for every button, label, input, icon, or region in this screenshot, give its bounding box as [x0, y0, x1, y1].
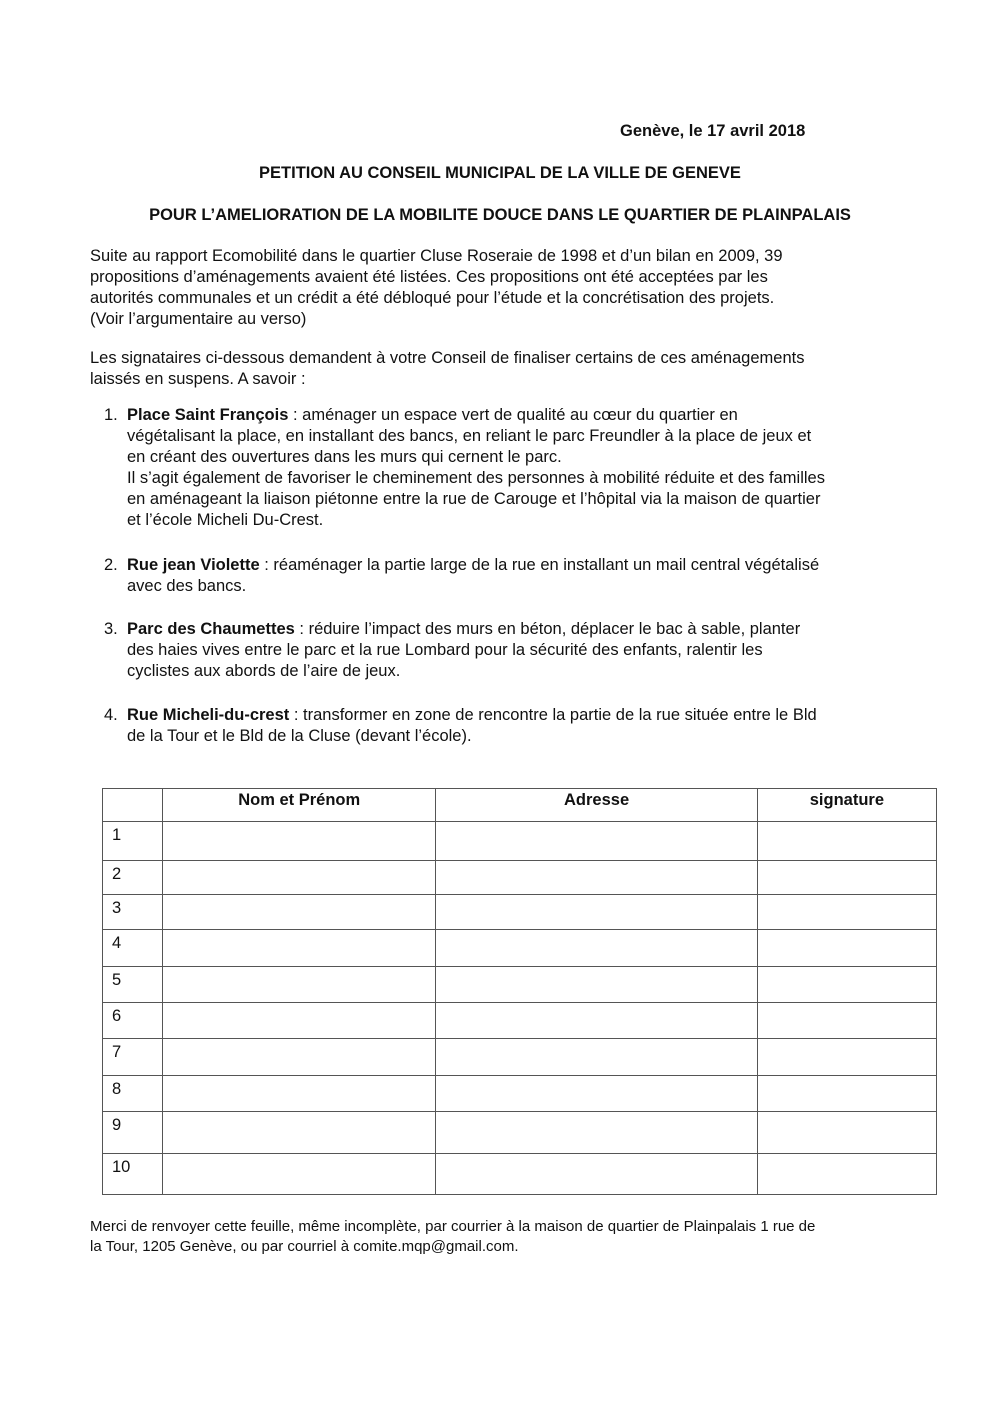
row-number: 7 [103, 1039, 163, 1076]
list-item-number: 1. [104, 406, 118, 424]
list-item-heading: Place Saint François [127, 406, 289, 424]
list-item-text: et l’école Micheli Du-Crest. [127, 511, 324, 529]
name-field[interactable] [163, 1112, 436, 1154]
list-item-number: 3. [104, 620, 118, 638]
name-field[interactable] [163, 822, 436, 861]
signature-field[interactable] [757, 1076, 936, 1112]
name-field[interactable] [163, 1003, 436, 1039]
footer-line: Merci de renvoyer cette feuille, même incomplète, par courrier à la maison de quartier de Plainpalais 1 rue de [90, 1218, 816, 1235]
address-field[interactable] [436, 895, 757, 930]
name-field[interactable] [163, 1154, 436, 1195]
list-item-heading: Parc des Chaumettes [127, 620, 295, 638]
table-row [103, 895, 937, 930]
address-field[interactable] [436, 1076, 757, 1112]
table-row [103, 930, 937, 967]
signature-field[interactable] [757, 1112, 936, 1154]
table-row [103, 822, 937, 861]
row-number: 3 [103, 895, 163, 930]
name-field[interactable] [163, 930, 436, 967]
name-field[interactable] [163, 895, 436, 930]
name-field[interactable] [163, 967, 436, 1003]
signature-field[interactable] [757, 967, 936, 1003]
signature-field[interactable] [757, 895, 936, 930]
list-item-text: : réaménager la partie large de la rue en installant un mail central végétalisé [259, 556, 820, 574]
list-item-text: de la Tour et le Bld de la Cluse (devant l’école). [127, 727, 472, 745]
signature-field[interactable] [757, 861, 936, 895]
intro-line: Suite au rapport Ecomobilité dans le quartier Cluse Roseraie de 1998 et d’un bilan en 2009, 39 [90, 247, 783, 265]
row-number: 5 [103, 967, 163, 1003]
list-item-text: : transformer en zone de rencontre la partie de la rue située entre le Bld [289, 706, 817, 724]
footer-line: la Tour, 1205 Genève, ou par courriel à comite.mqp@gmail.com. [90, 1238, 519, 1255]
list-item-text: : réduire l’impact des murs en béton, déplacer le bac à sable, planter [294, 620, 801, 638]
address-field[interactable] [436, 1112, 757, 1154]
table-row [103, 1003, 937, 1039]
name-field[interactable] [163, 1076, 436, 1112]
column-header-name: Nom et Prénom [163, 789, 436, 822]
list-item-text: végétalisant la place, en installant des bancs, en reliant le parc Freundler à la place de jeux et [127, 427, 812, 445]
list-item-text: cyclistes aux abords de l’aire de jeux. [127, 662, 401, 680]
row-number: 6 [103, 1003, 163, 1039]
row-number: 10 [103, 1154, 163, 1195]
signature-table [102, 788, 937, 1195]
list-item-text: des haies vives entre le parc et la rue Lombard pour la sécurité des enfants, ralentir les [127, 641, 763, 659]
address-field[interactable] [436, 861, 757, 895]
table-row [103, 861, 937, 895]
list-item-text: : aménager un espace vert de qualité au cœur du quartier en [288, 406, 738, 424]
intro-line: (Voir l’argumentaire au verso) [90, 310, 307, 328]
request-paragraph [90, 348, 890, 390]
table-row [103, 1076, 937, 1112]
petition-title: PETITION AU CONSEIL MUNICIPAL DE LA VILLE DE GENEVE [259, 164, 741, 182]
name-field[interactable] [163, 861, 436, 895]
list-item-number: 2. [104, 556, 118, 574]
request-line: laissés en suspens. A savoir : [90, 370, 306, 388]
list-item-text: en aménageant la liaison piétonne entre la rue de Carouge et l’hôpital via la maison de quartier [127, 490, 821, 508]
signature-field[interactable] [757, 1039, 936, 1076]
row-number: 8 [103, 1076, 163, 1112]
column-header-number [103, 789, 163, 822]
address-field[interactable] [436, 967, 757, 1003]
address-field[interactable] [436, 822, 757, 861]
footer-note [90, 1217, 910, 1257]
table-row [103, 1112, 937, 1154]
list-item-text: avec des bancs. [127, 577, 247, 595]
row-number: 2 [103, 861, 163, 895]
list-item-heading: Rue Micheli-du-crest [127, 706, 290, 724]
list-item-heading: Rue jean Violette [127, 556, 260, 574]
signature-field[interactable] [757, 930, 936, 967]
request-line: Les signataires ci-dessous demandent à votre Conseil de finaliser certains de ces aménagements [90, 349, 805, 367]
signature-field[interactable] [757, 1154, 936, 1195]
intro-paragraph [90, 246, 890, 330]
table-header-row [103, 789, 937, 822]
document-date: Genève, le 17 avril 2018 [620, 122, 806, 140]
address-field[interactable] [436, 930, 757, 967]
list-item-text: Il s’agit également de favoriser le cheminement des personnes à mobilité réduite et des familles [127, 469, 825, 487]
row-number: 1 [103, 822, 163, 861]
list-item-number: 4. [104, 706, 118, 724]
address-field[interactable] [436, 1003, 757, 1039]
name-field[interactable] [163, 1039, 436, 1076]
table-row [103, 967, 937, 1003]
column-header-address: Adresse [436, 789, 757, 822]
table-row [103, 1154, 937, 1195]
petition-subtitle: POUR L’AMELIORATION DE LA MOBILITE DOUCE DANS LE QUARTIER DE PLAINPALAIS [149, 206, 851, 224]
intro-line: autorités communales et un crédit a été débloqué pour l’étude et la concrétisation des projets. [90, 289, 775, 307]
address-field[interactable] [436, 1039, 757, 1076]
column-header-signature: signature [757, 789, 936, 822]
intro-line: propositions d’aménagements avaient été listées. Ces propositions ont été acceptées par les [90, 268, 768, 286]
row-number: 4 [103, 930, 163, 967]
signature-field[interactable] [757, 1003, 936, 1039]
address-field[interactable] [436, 1154, 757, 1195]
table-row [103, 1039, 937, 1076]
list-item-text: en créant des ouvertures dans les murs qui cernent le parc. [127, 448, 562, 466]
signature-field[interactable] [757, 822, 936, 861]
row-number: 9 [103, 1112, 163, 1154]
